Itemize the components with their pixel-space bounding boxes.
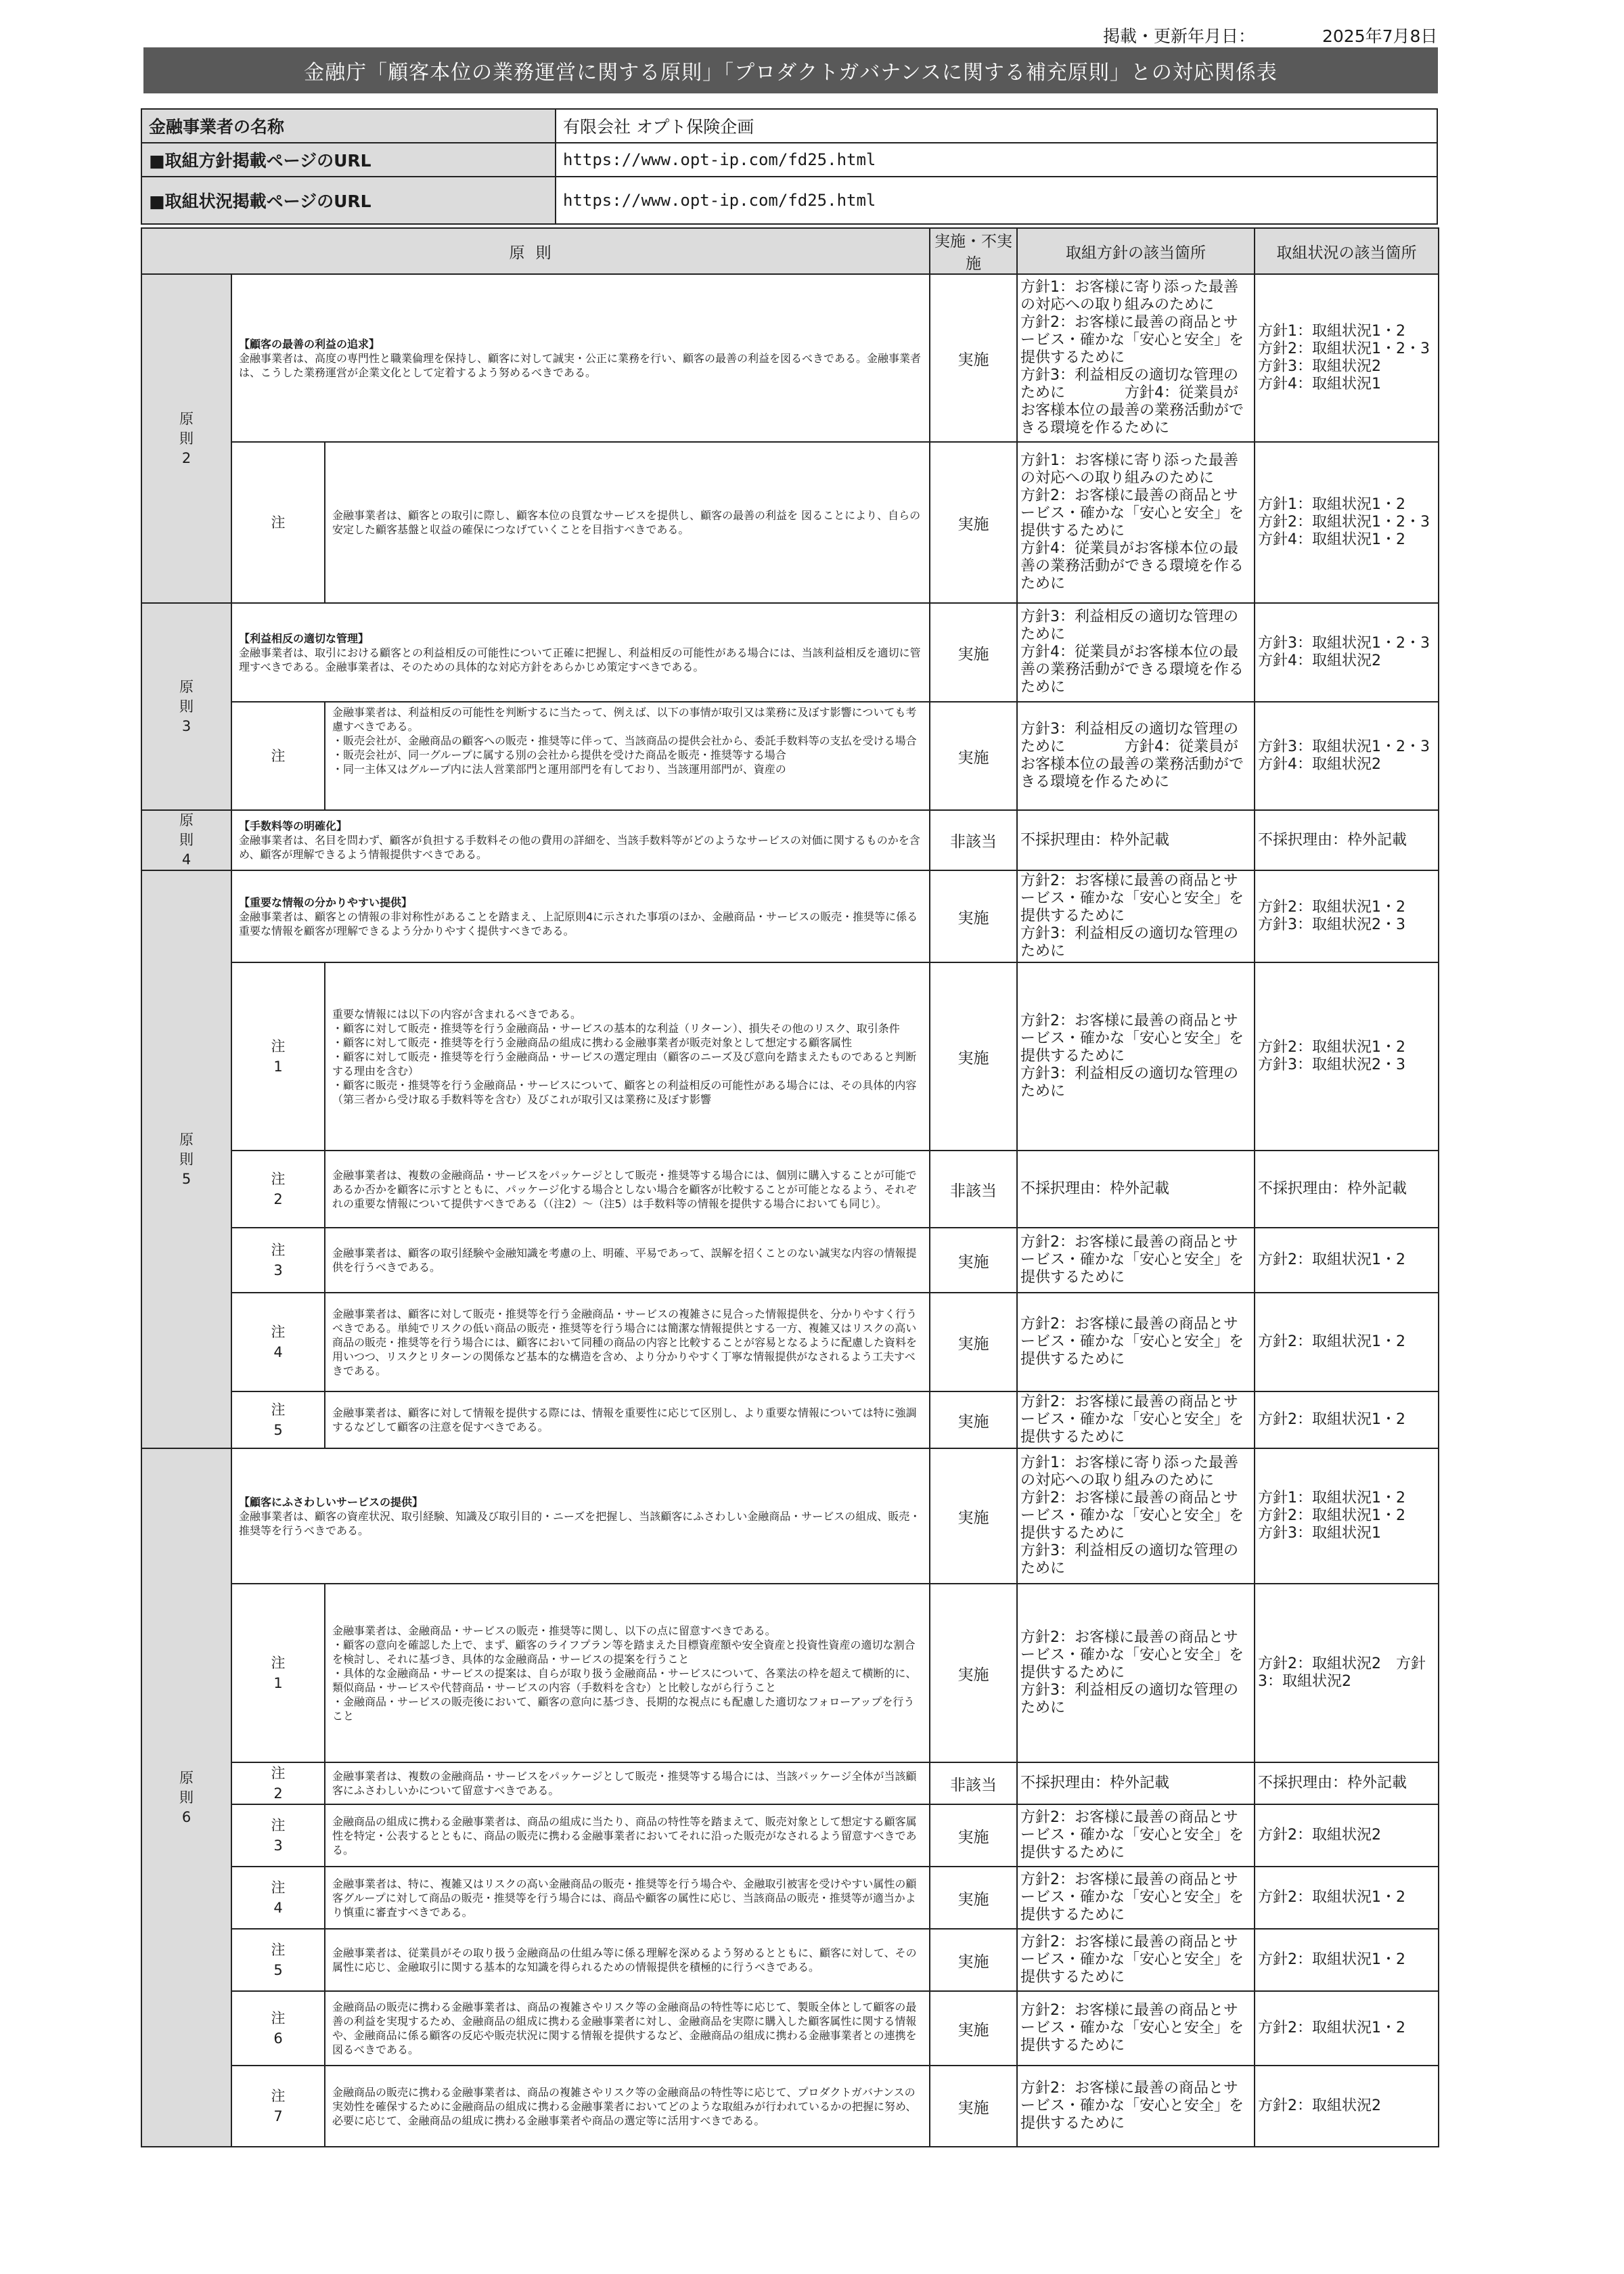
situation-cell: 不採択理由：枠外記載: [1255, 810, 1439, 870]
header-principle: 原則: [141, 228, 930, 274]
note-text: 金融事業者は、従業員がその取り扱う金融商品の仕組み等に係る理解を深めるよう努めるとともに、顧客に対して、その属性に応じ、金融取引に関する基本的な知識を得られるための情報提供を積極的に行うべきである。: [325, 1929, 930, 1991]
note-label: 注1: [231, 1584, 325, 1762]
table-row: [141, 1151, 1439, 1228]
status-cell: 実施: [930, 1228, 1017, 1293]
page-title: 金融庁「顧客本位の業務運営に関する原則」「プロダクトガバナンスに関する補充原則」との対応関係表: [143, 47, 1438, 93]
table-row: [141, 1391, 1439, 1448]
policy-cell: 方針1：お客様に寄り添った最善の対応への取り組みのために 方針2：お客様に最善の商品とサービス・確かな「安心と安全」を提供するために 方針4：従業員がお客様本位の最善の業務活動ができる環境を作るために: [1017, 442, 1255, 603]
situation-cell: 方針3：取組状況1・2・3 方針4：取組状況2: [1255, 603, 1439, 702]
status-cell: 非該当: [930, 810, 1017, 870]
company-name-label: 金融事業者の名称: [141, 109, 556, 143]
date-row: [1103, 23, 1455, 50]
status-cell: 実施: [930, 274, 1017, 442]
policy-cell: 方針2：お客様に最善の商品とサービス・確かな「安心と安全」を提供するために 方針3：利益相反の適切な管理のために: [1017, 1584, 1255, 1762]
principle-text: 【顧客の最善の利益の追求】 金融事業者は、高度の専門性と職業倫理を保持し、顧客に対して誠実・公正に業務を行い、顧客の最善の利益を図るべきである。金融事業者は、こうした業務運営が企業文化として定着するよう努めるべきである。: [231, 274, 930, 442]
table-row: [141, 1228, 1439, 1293]
table-row: [141, 870, 1439, 962]
note-text: 金融事業者は、顧客の取引経験や金融知識を考慮の上、明確、平易であって、誤解を招くことのない誠実な内容の情報提供を行うべきである。: [325, 1228, 930, 1293]
table-row: [141, 810, 1439, 870]
note-text: 金融事業者は、金融商品・サービスの販売・推奨等に関し、以下の点に留意すべきである。 ・顧客の意向を確認した上で、まず、顧客のライフプラン等を踏まえた目標資産額や安全資産と投資性資産の適切な割合を検討し、それに基づき、具体的な金融商品・サービスの提案を行うこと ・具体的な金融商品・サービスの提案は、自らが取り扱う金融商品・サービスについて、各業法の枠を超えて横断的に、類似商品・サービスや代替商品・サービスの内容（手数料を含む）と比較しながら行うこと ・金融商品・サービスの販売後において、顧客の意向に基づき、長期的な視点にも配慮した適切なフォローアップを行うこと: [325, 1584, 930, 1762]
principle-label: 原則6: [141, 1448, 231, 2147]
principle-label: 原則4: [141, 810, 231, 870]
note-label: 注3: [231, 1228, 325, 1293]
situation-cell: 方針2：取組状況1・2 方針3：取組状況2・3: [1255, 962, 1439, 1151]
note-label: 注5: [231, 1391, 325, 1448]
table-row: [141, 1804, 1439, 1867]
table-row: [141, 1867, 1439, 1929]
company-info-table: [141, 108, 1438, 225]
policy-cell: 方針2：お客様に最善の商品とサービス・確かな「安心と安全」を提供するために 方針3：利益相反の適切な管理のために: [1017, 870, 1255, 962]
note-label: 注2: [231, 1151, 325, 1228]
situation-cell: 方針2：取組状況2 方針3：取組状況2: [1255, 1584, 1439, 1762]
table-row: [141, 1762, 1439, 1804]
policy-url-label: ■取組方針掲載ページのURL: [141, 143, 556, 177]
note-text: 金融事業者は、顧客との取引に際し、顧客本位の良質なサービスを提供し、顧客の最善の利益を 図ることにより、自らの安定した顧客基盤と収益の確保につなげていくことを目指すべきである。: [325, 442, 930, 603]
status-cell: 実施: [930, 1448, 1017, 1584]
policy-cell: 方針2：お客様に最善の商品とサービス・確かな「安心と安全」を提供するために 方針3：利益相反の適切な管理のために: [1017, 962, 1255, 1151]
status-cell: 非該当: [930, 1762, 1017, 1804]
note-text: 金融事業者は、複数の金融商品・サービスをパッケージとして販売・推奨等する場合には、個別に購入することが可能であるか否かを顧客に示すとともに、パッケージ化する場合としない場合を顧客が比較することが可能となるよう、それぞれの重要な情報について提供すべきである（（注2）～（注5）は手数料等の情報を提供する場合においても同じ）。: [325, 1151, 930, 1228]
principle-label: 原則5: [141, 870, 231, 1448]
company-name-value: 有限会社 オプト保険企画: [556, 109, 1437, 143]
note-text: 金融事業者は、複数の金融商品・サービスをパッケージとして販売・推奨等する場合には、当該パッケージ全体が当該顧客にふさわしいかについて留意すべきである。: [325, 1762, 930, 1804]
note-text: 重要な情報には以下の内容が含まれるべきである。 ・顧客に対して販売・推奨等を行う金融商品・サービスの基本的な利益（リターン）、損失その他のリスク、取引条件 ・顧客に対して販売・推奨等を行う金融商品の組成に携わる金融事業者が販売対象として想定する顧客属性 ・顧客に対して販売・推奨等を行う金融商品・サービスの選定理由（顧客のニーズ及び意向を踏まえたものであると判断する理由を含む） ・顧客に販売・推奨等を行う金融商品・サービスについて、顧客との利益相反の可能性がある場合には、その具体的内容（第三者から受け取る手数料等を含む）及びこれが取引又は業務に及ぼす影響: [325, 962, 930, 1151]
policy-cell: 不採択理由：枠外記載: [1017, 1151, 1255, 1228]
policy-cell: 方針2：お客様に最善の商品とサービス・確かな「安心と安全」を提供するために: [1017, 1804, 1255, 1867]
date-label: 掲載・更新年月日：: [1103, 26, 1256, 46]
note-label: 注2: [231, 1762, 325, 1804]
table-header-row: [141, 228, 1439, 274]
status-cell: 実施: [930, 962, 1017, 1151]
principle-text: 【手数料等の明確化】 金融事業者は、名目を問わず、顧客が負担する手数料その他の費用の詳細を、当該手数料等がどのようなサービスの対価に関するものかを含め、顧客が理解できるよう情報提供すべきである。: [231, 810, 930, 870]
table-row: [141, 702, 1439, 810]
note-text: 金融商品の販売に携わる金融事業者は、商品の複雑さやリスク等の金融商品の特性等に応じて、製販全体として顧客の最善の利益を実現するため、金融商品の組成に携わる金融事業者に対し、金融商品を実際に購入した顧客属性に関する情報や、金融商品に係る顧客の反応や販売状況に関する情報を提供するなど、金融商品の組成に携わる金融事業者との連携を図るべきである。: [325, 1991, 930, 2066]
policy-cell: 方針2：お客様に最善の商品とサービス・確かな「安心と安全」を提供するために: [1017, 1293, 1255, 1391]
situation-cell: 方針3：取組状況1・2・3 方針4：取組状況2: [1255, 702, 1439, 810]
principle-text: 【重要な情報の分かりやすい提供】 金融事業者は、顧客との情報の非対称性があることを踏まえ、上記原則4に示された事項のほか、金融商品・サービスの販売・推奨等に係る重要な情報を顧客が理解できるよう分かりやすく提供すべきである。: [231, 870, 930, 962]
principle-label: 原則2: [141, 274, 231, 603]
situation-cell: 方針2：取組状況1・2: [1255, 1991, 1439, 2066]
table-row: [141, 442, 1439, 603]
policy-cell: 方針2：お客様に最善の商品とサービス・確かな「安心と安全」を提供するために: [1017, 1991, 1255, 2066]
header-situation: 取組状況の該当箇所: [1255, 228, 1439, 274]
note-label: 注6: [231, 1991, 325, 2066]
situation-url-label: ■取組状況掲載ページのURL: [141, 177, 556, 224]
status-cell: 実施: [930, 1867, 1017, 1929]
status-cell: 実施: [930, 870, 1017, 962]
note-text: 金融事業者は、特に、複雑又はリスクの高い金融商品の販売・推奨等を行う場合や、金融取引被害を受けやすい属性の顧客グループに対して商品の販売・推奨等を行う場合には、商品や顧客の属性に応じ、当該商品の販売・推奨等が適当かより慎重に審査すべきである。: [325, 1867, 930, 1929]
status-cell: 実施: [930, 1293, 1017, 1391]
policy-cell: 方針2：お客様に最善の商品とサービス・確かな「安心と安全」を提供するために: [1017, 1391, 1255, 1448]
policy-cell: 方針2：お客様に最善の商品とサービス・確かな「安心と安全」を提供するために: [1017, 1867, 1255, 1929]
table-row: [141, 274, 1439, 442]
status-cell: 実施: [930, 702, 1017, 810]
date-value: 2025年7月8日: [1322, 26, 1438, 46]
situation-cell: 方針2：取組状況1・2 方針3：取組状況2・3: [1255, 870, 1439, 962]
situation-cell: 方針2：取組状況1・2: [1255, 1391, 1439, 1448]
policy-url-link[interactable]: https://www.opt-ip.com/fd25.html: [556, 143, 1437, 177]
note-label: 注4: [231, 1293, 325, 1391]
status-cell: 実施: [930, 603, 1017, 702]
situation-cell: 方針2：取組状況2: [1255, 1804, 1439, 1867]
policy-cell: 不採択理由：枠外記載: [1017, 1762, 1255, 1804]
correspondence-table: [141, 227, 1439, 2147]
note-label: 注: [231, 702, 325, 810]
note-label: 注1: [231, 962, 325, 1151]
status-cell: 実施: [930, 1929, 1017, 1991]
table-row: [141, 1448, 1439, 1584]
note-label: 注: [231, 442, 325, 603]
table-row: [141, 1293, 1439, 1391]
table-row: [141, 962, 1439, 1151]
status-cell: 非該当: [930, 1151, 1017, 1228]
situation-cell: 不採択理由：枠外記載: [1255, 1762, 1439, 1804]
situation-cell: 方針2：取組状況1・2: [1255, 1228, 1439, 1293]
header-policy: 取組方針の該当箇所: [1017, 228, 1255, 274]
policy-cell: 方針2：お客様に最善の商品とサービス・確かな「安心と安全」を提供するために: [1017, 2066, 1255, 2147]
policy-cell: 方針3：利益相反の適切な管理のために 方針4：従業員がお客様本位の最善の業務活動ができる環境を作るために: [1017, 702, 1255, 810]
note-text: 金融商品の組成に携わる金融事業者は、商品の組成に当たり、商品の特性等を踏まえて、販売対象として想定する顧客属性を特定・公表するとともに、商品の販売に携わる金融事業者においてそれに沿った販売がなされるよう留意すべきである。: [325, 1804, 930, 1867]
situation-cell: 方針2：取組状況1・2: [1255, 1867, 1439, 1929]
policy-cell: 不採択理由：枠外記載: [1017, 810, 1255, 870]
note-text: 金融事業者は、顧客に対して販売・推奨等を行う金融商品・サービスの複雑さに見合った情報提供を、分かりやすく行うべきである。単純でリスクの低い商品の販売・推奨等を行う場合には簡潔な情報提供とする一方、複雑又はリスクの高い商品の販売・推奨等を行う場合には、顧客において同種の商品の内容と比較することが容易となるように配慮した資料を用いつつ、リスクとリターンの関係など基本的な構造を含め、より分かりやすく丁寧な情報提供がなされるよう工夫すべきである。: [325, 1293, 930, 1391]
note-text: 金融事業者は、利益相反の可能性を判断するに当たって、例えば、以下の事情が取引又は業務に及ぼす影響についても考慮すべきである。 ・販売会社が、金融商品の顧客への販売・推奨等に伴って、当該商品の提供会社から、委託手数料等の支払を受ける場合 ・販売会社が、同一グループに属する別の会社から提供を受けた商品を販売・推奨等する場合 ・同一主体又はグループ内に法人営業部門と運用部門を有しており、当該運用部門が、資産の: [325, 702, 930, 810]
situation-cell: 方針1：取組状況1・2 方針2：取組状況1・2 方針3：取組状況1: [1255, 1448, 1439, 1584]
policy-cell: 方針1：お客様に寄り添った最善の対応への取り組みのために 方針2：お客様に最善の商品とサービス・確かな「安心と安全」を提供するために 方針3：利益相反の適切な管理のために 方針4：従業員がお客様本位の最善の業務活動ができる環境を作るために: [1017, 274, 1255, 442]
principle-text: 【顧客にふさわしいサービスの提供】 金融事業者は、顧客の資産状況、取引経験、知識及び取引目的・ニーズを把握し、当該顧客にふさわしい金融商品・サービスの組成、販売・推奨等を行うべきである。: [231, 1448, 930, 1584]
status-cell: 実施: [930, 1991, 1017, 2066]
status-cell: 実施: [930, 1584, 1017, 1762]
note-text: 金融事業者は、顧客に対して情報を提供する際には、情報を重要性に応じて区別し、より重要な情報については特に強調するなどして顧客の注意を促すべきである。: [325, 1391, 930, 1448]
situation-cell: 方針1：取組状況1・2 方針2：取組状況1・2・3 方針4：取組状況1・2: [1255, 442, 1439, 603]
situation-cell: 不採択理由：枠外記載: [1255, 1151, 1439, 1228]
policy-cell: 方針1：お客様に寄り添った最善の対応への取り組みのために 方針2：お客様に最善の商品とサービス・確かな「安心と安全」を提供するために 方針3：利益相反の適切な管理のために: [1017, 1448, 1255, 1584]
table-row: [141, 1991, 1439, 2066]
table-row: [141, 603, 1439, 702]
principle-label: 原則3: [141, 603, 231, 810]
status-cell: 実施: [930, 1391, 1017, 1448]
note-label: 注7: [231, 2066, 325, 2147]
situation-url-link[interactable]: https://www.opt-ip.com/fd25.html: [556, 177, 1437, 224]
situation-cell: 方針2：取組状況2: [1255, 2066, 1439, 2147]
situation-cell: 方針2：取組状況1・2: [1255, 1929, 1439, 1991]
status-cell: 実施: [930, 1804, 1017, 1867]
principle-text: 【利益相反の適切な管理】 金融事業者は、取引における顧客との利益相反の可能性について正確に把握し、利益相反の可能性がある場合には、当該利益相反を適切に管理すべきである。金融事業者は、そのための具体的な対応方針をあらかじめ策定すべきである。: [231, 603, 930, 702]
status-cell: 実施: [930, 2066, 1017, 2147]
note-label: 注5: [231, 1929, 325, 1991]
note-label: 注3: [231, 1804, 325, 1867]
header-status: 実施・不実施: [930, 228, 1017, 274]
note-label: 注4: [231, 1867, 325, 1929]
situation-cell: 方針1：取組状況1・2 方針2：取組状況1・2・3 方針3：取組状況2 方針4：取組状況1: [1255, 274, 1439, 442]
status-cell: 実施: [930, 442, 1017, 603]
policy-cell: 方針2：お客様に最善の商品とサービス・確かな「安心と安全」を提供するために: [1017, 1228, 1255, 1293]
note-text: 金融商品の販売に携わる金融事業者は、商品の複雑さやリスク等の金融商品の特性等に応じて、プロダクトガバナンスの実効性を確保するために金融商品の組成に携わる金融事業者においてどのような取組みが行われているかの把握に努め、必要に応じて、金融商品の組成に携わる金融事業者や商品の選定等に活用すべきである。: [325, 2066, 930, 2147]
situation-cell: 方針2：取組状況1・2: [1255, 1293, 1439, 1391]
policy-cell: 方針2：お客様に最善の商品とサービス・確かな「安心と安全」を提供するために: [1017, 1929, 1255, 1991]
table-row: [141, 1929, 1439, 1991]
policy-cell: 方針3：利益相反の適切な管理のために 方針4：従業員がお客様本位の最善の業務活動ができる環境を作るために: [1017, 603, 1255, 702]
table-row: [141, 1584, 1439, 1762]
table-row: [141, 2066, 1439, 2147]
